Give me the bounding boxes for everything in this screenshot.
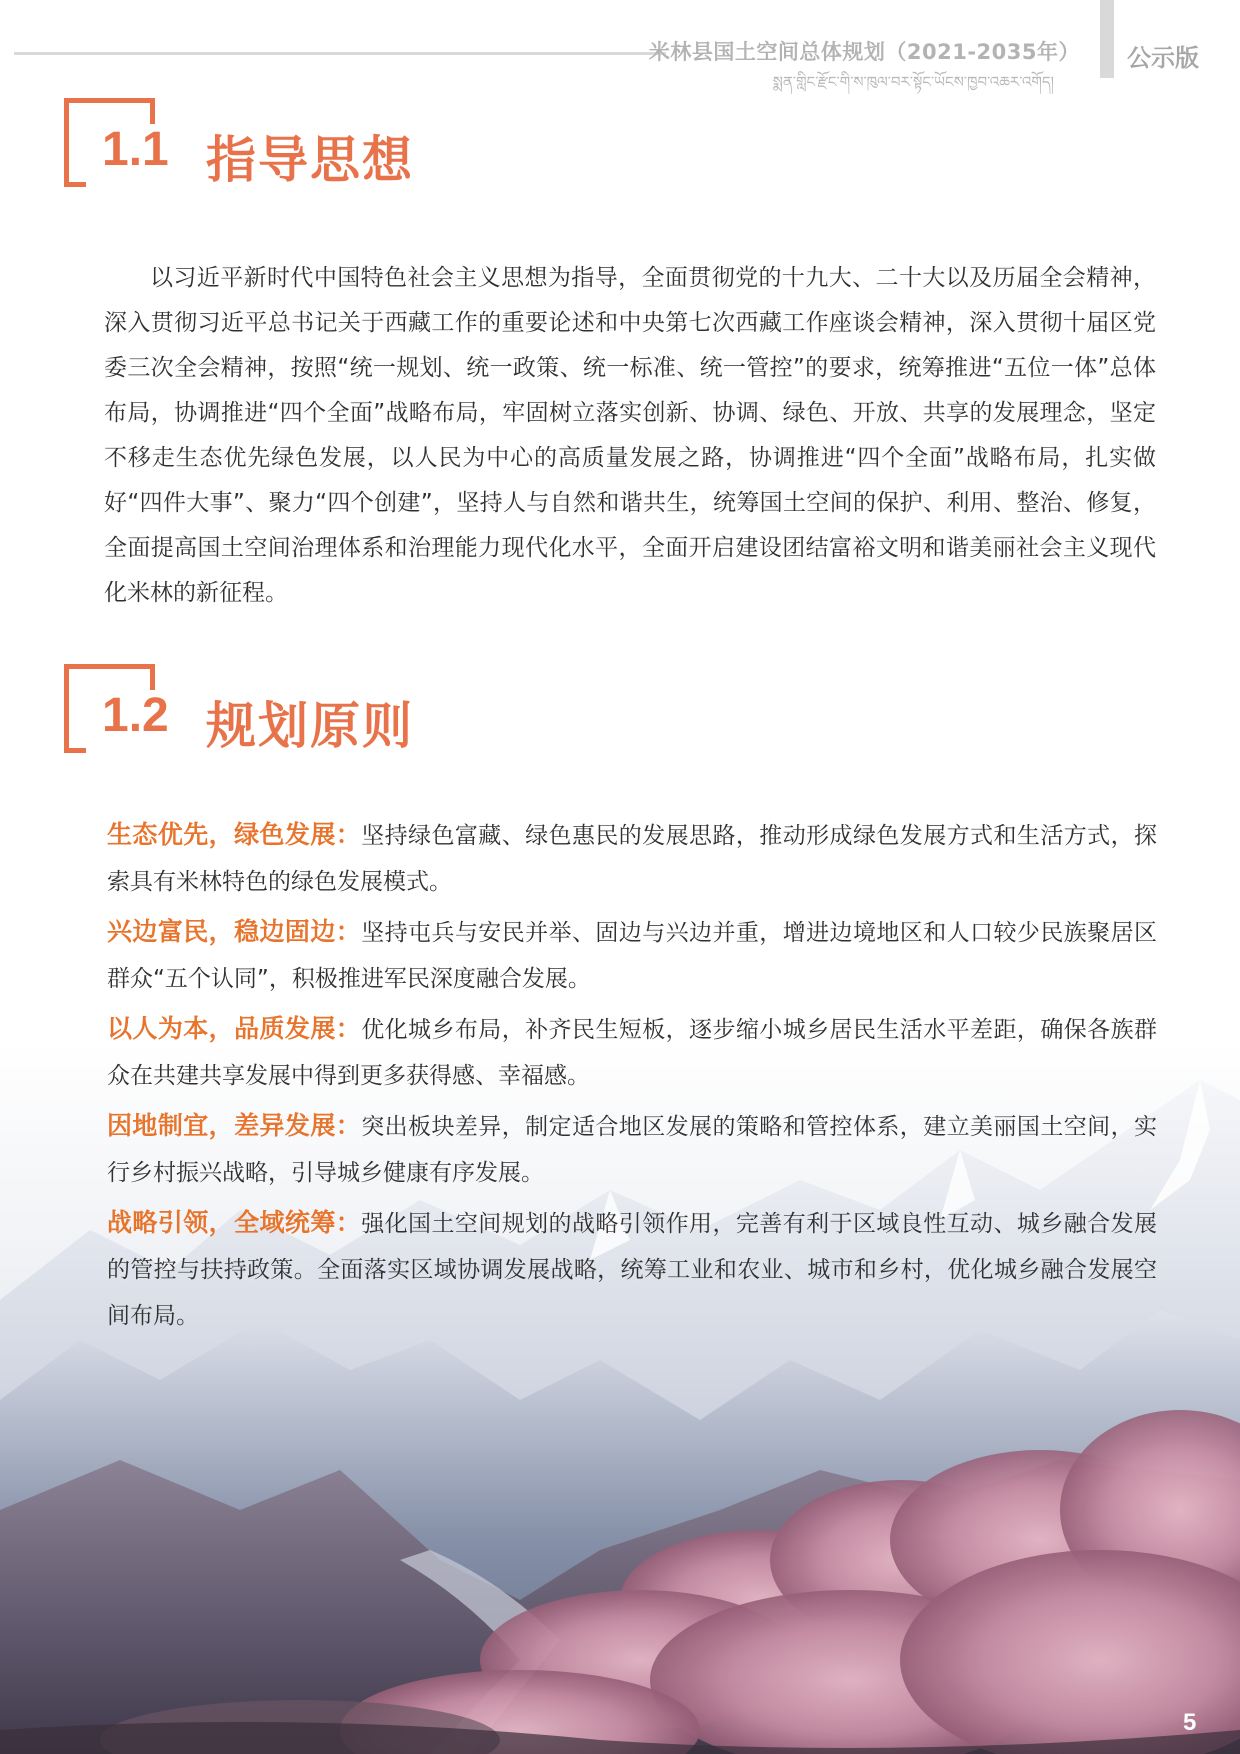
heading-bracket-bottom [64, 182, 86, 187]
principle-item [107, 1200, 1157, 1339]
principle-item [107, 812, 1157, 905]
section-title: 规划原则 [206, 697, 414, 755]
heading-bracket [64, 98, 69, 186]
heading-bracket-tick [150, 664, 155, 690]
principle-heading: 因地制宜，差异发展： [107, 1111, 362, 1140]
principle-heading: 生态优先，绿色发展： [107, 820, 362, 849]
header-rule [14, 52, 666, 55]
principle-text: 强化国土空间规划的战略引领作用，完善有利于区域良性互动、城乡融合发展的管控与扶持政策。全面落实区域协调发展战略，统筹工业和农业、城市和乡村，优化城乡融合发展空间布局。 [107, 1211, 1157, 1329]
section-title: 指导思想 [206, 131, 414, 189]
principle-text: 坚持绿色富藏、绿色惠民的发展思路，推动形成绿色发展方式和生活方式，探索具有米林特色的绿色发展模式。 [107, 823, 1157, 895]
heading-bracket-bottom [64, 748, 86, 753]
heading-bracket-tick [150, 98, 155, 124]
principle-item [107, 1006, 1157, 1099]
planning-principles-list [107, 812, 1157, 1343]
principle-heading: 以人为本，品质发展： [107, 1014, 362, 1043]
header-divider-bar [1100, 0, 1114, 78]
guiding-ideology-paragraph: 以习近平新时代中国特色社会主义思想为指导，全面贯彻党的十九大、二十大以及历届全会精神，深入贯彻习近平总书记关于西藏工作的重要论述和中央第七次西藏工作座谈会精神，深入贯彻十届区党委三次全会精神，按照“统一规划、统一政策、统一标准、统一管控”的要求，统筹推进“五位一体”总体布局，协调推进“四个全面”战略布局，牢固树立落实创新、协调、绿色、开放、共享的发展理念，坚定不移走生态优先绿色发展，以人民为中心的高质量发展之路，协调推进“四个全面”战略布局，扎实做好“四件大事”、聚力“四个创建”，坚持人与自然和谐共生，统筹国土空间的保护、利用、整治、修复，全面提高国土空间治理体系和治理能力现代化水平，全面开启建设团结富裕文明和谐美丽社会主义现代化米林的新征程。 [104, 265, 1156, 606]
heading-bracket [64, 664, 69, 752]
principle-heading: 战略引领，全域统筹： [107, 1208, 362, 1237]
principle-item [107, 1103, 1157, 1196]
section-number: 1.1 [102, 123, 169, 176]
principle-text: 坚持屯兵与安民并举、固边与兴边并重，增进边境地区和人口较少民族聚居区群众“五个认同”，积极推进军民深度融合发展。 [107, 920, 1157, 992]
principle-item [107, 909, 1157, 1002]
section-heading-1-1 [64, 98, 564, 188]
page-number: 5 [1183, 1709, 1197, 1736]
principle-heading: 兴边富民，稳边固边： [107, 917, 362, 946]
principle-text: 突出板块差异，制定适合地区发展的策略和管控体系，建立美丽国土空间，实行乡村振兴战略，引导城乡健康有序发展。 [107, 1114, 1157, 1186]
document-title: 米林县国土空间总体规划（2021-2035年） [648, 40, 1080, 64]
section-heading-1-2 [64, 664, 564, 754]
principle-text: 优化城乡布局，补齐民生短板，逐步缩小城乡居民生活水平差距，确保各族群众在共建共享发展中得到更多获得感、幸福感。 [107, 1017, 1157, 1089]
section-number: 1.2 [102, 689, 169, 742]
heading-bracket-top [64, 664, 154, 669]
version-label: 公示版 [1127, 44, 1199, 72]
document-title-tibetan: སྨན་གླིང་རྫོང་གི་ས་ཁུལ་བར་སྟོང་ཡོངས་ཁྱབ་འཆར་འགོད། [772, 73, 1054, 91]
heading-bracket-top [64, 98, 154, 103]
